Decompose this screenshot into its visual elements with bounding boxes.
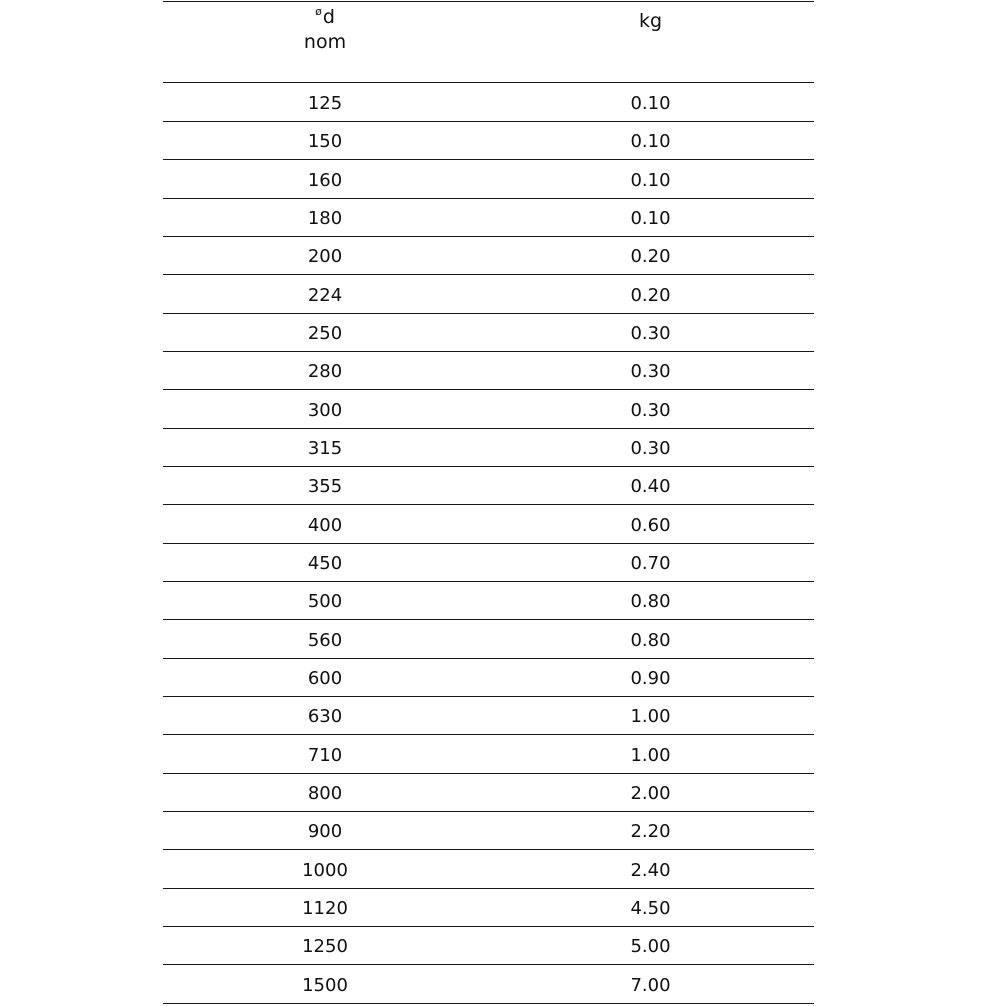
table-row xyxy=(163,314,814,352)
cell-diameter: 710 xyxy=(307,744,343,766)
cell-diameter: 180 xyxy=(307,207,343,229)
table-row xyxy=(163,621,814,659)
cell-diameter: 800 xyxy=(307,782,343,804)
cell-weight: 0.30 xyxy=(630,361,671,383)
cell-weight: 0.70 xyxy=(630,552,671,574)
cell-diameter: 1250 xyxy=(302,936,348,958)
weight-table xyxy=(163,0,814,1000)
table-row xyxy=(163,352,814,390)
cell-diameter: 900 xyxy=(307,821,343,843)
cell-weight: 5.00 xyxy=(630,936,671,958)
cell-diameter: 1500 xyxy=(302,974,348,996)
table-row xyxy=(163,276,814,314)
diameter-letter: d xyxy=(322,6,335,28)
cell-diameter: 300 xyxy=(307,399,343,421)
cell-diameter: 280 xyxy=(307,361,343,383)
cell-weight: 0.40 xyxy=(630,476,671,498)
cell-diameter: 1120 xyxy=(302,897,348,919)
table-row xyxy=(163,122,814,160)
cell-weight: 1.00 xyxy=(630,744,671,766)
cell-weight: 0.10 xyxy=(630,131,671,153)
table-row xyxy=(163,774,814,812)
cell-diameter: 224 xyxy=(307,284,343,306)
cell-weight: 0.30 xyxy=(630,437,671,459)
cell-weight: 0.80 xyxy=(630,591,671,613)
cell-weight: 2.40 xyxy=(630,859,671,881)
cell-diameter: 315 xyxy=(307,437,343,459)
cell-weight: 0.30 xyxy=(630,322,671,344)
cell-diameter: 500 xyxy=(307,591,343,613)
table-row xyxy=(163,429,814,467)
header-weight xyxy=(487,6,814,32)
cell-diameter: 450 xyxy=(307,552,343,574)
table-top-rule xyxy=(163,1,814,2)
table-row xyxy=(163,736,814,774)
diameter-symbol: ø xyxy=(315,5,322,18)
cell-weight: 4.50 xyxy=(630,897,671,919)
table-row xyxy=(163,927,814,965)
table-row xyxy=(163,391,814,429)
table-row xyxy=(163,467,814,505)
cell-weight: 0.20 xyxy=(630,246,671,268)
cell-weight: 0.10 xyxy=(630,207,671,229)
cell-diameter: 160 xyxy=(307,169,343,191)
cell-weight: 0.10 xyxy=(630,169,671,191)
table-row xyxy=(163,237,814,275)
table-row xyxy=(163,544,814,582)
cell-weight: 2.20 xyxy=(630,821,671,843)
cell-weight: 0.10 xyxy=(630,93,671,114)
cell-weight: 0.90 xyxy=(630,667,671,689)
table-row xyxy=(163,697,814,735)
diameter-subscript: nom xyxy=(303,31,347,53)
cell-diameter: 630 xyxy=(307,706,343,728)
table-row xyxy=(163,161,814,199)
table-row xyxy=(163,582,814,620)
header-diameter-symbol-line xyxy=(163,6,487,31)
cell-diameter: 1000 xyxy=(302,859,348,881)
table-row xyxy=(163,851,814,889)
header-diameter xyxy=(163,6,487,53)
table-row xyxy=(163,84,814,122)
weight-unit-label: kg xyxy=(638,10,663,32)
cell-weight: 2.00 xyxy=(630,782,671,804)
cell-weight: 0.30 xyxy=(630,399,671,421)
cell-weight: 0.60 xyxy=(630,514,671,536)
cell-diameter: 125 xyxy=(307,93,343,114)
cell-weight: 0.80 xyxy=(630,629,671,651)
cell-diameter: 150 xyxy=(307,131,343,153)
cell-diameter: 560 xyxy=(307,629,343,651)
cell-diameter: 250 xyxy=(307,322,343,344)
cell-weight: 1.00 xyxy=(630,706,671,728)
header-rule xyxy=(163,82,814,83)
cell-diameter: 400 xyxy=(307,514,343,536)
cell-weight: 0.20 xyxy=(630,284,671,306)
table-row xyxy=(163,199,814,237)
table-row xyxy=(163,889,814,927)
cell-diameter: 355 xyxy=(307,476,343,498)
table-row xyxy=(163,812,814,850)
table-row xyxy=(163,659,814,697)
cell-diameter: 200 xyxy=(307,246,343,268)
cell-diameter: 600 xyxy=(307,667,343,689)
cell-weight: 7.00 xyxy=(630,974,671,996)
table-row xyxy=(163,966,814,1004)
table-row xyxy=(163,506,814,544)
